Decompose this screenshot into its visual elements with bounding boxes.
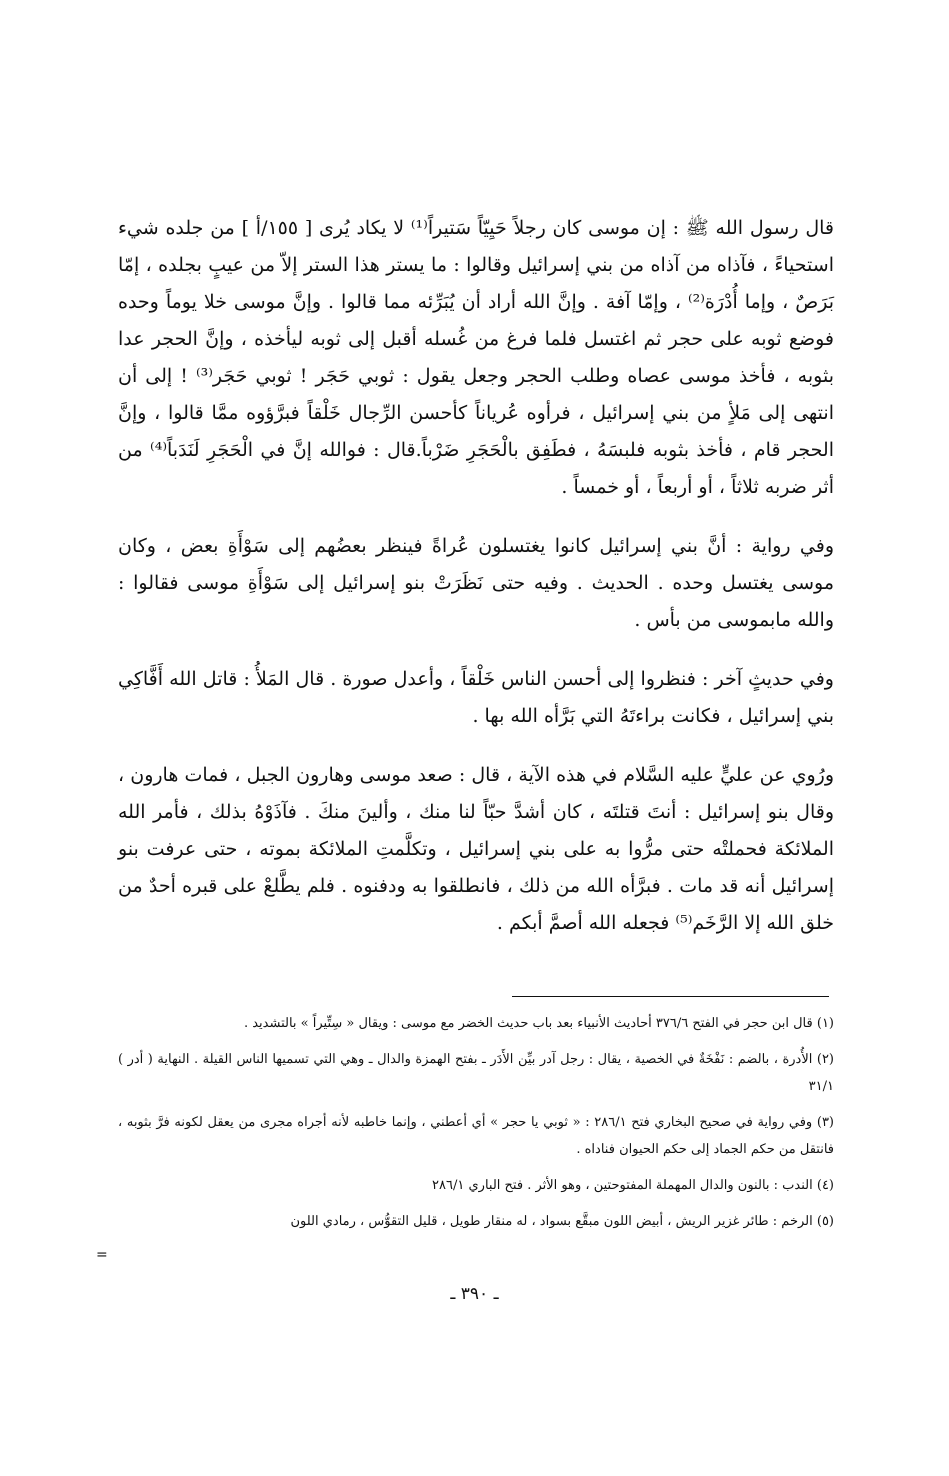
footnote-3: (٣) وفي رواية في صحيح البخاري فتح ٢٨٦/١ : « ثوبي يا حجر » أي أعطني ، وإنما خاطبه لأنه أجراه مجرى من يعقل لكونه فرَّ بثوبه ، فانتقل من حكم الجماد إلى حكم الحيوان فناداه . bbox=[118, 1115, 834, 1157]
paragraph-3: وفي حديثٍ آخر : فنظروا إلى أحسن الناس خَلْقاً ، وأعدل صورة . قال المَلأُ : قاتل الله أَفَّاكِي بني إسرائيل ، فكانت براءتَهُ التي بَرَّأه الله بها . bbox=[118, 668, 834, 727]
footnote-1: (١) قال ابن حجر في الفتح ٣٧٦/٦ أحاديث الأنبياء بعد باب حديث الخضر مع موسى : ويقال « سِتِّيراً » بالتشديد . bbox=[243, 1016, 834, 1031]
footnote-separator bbox=[512, 996, 829, 997]
footnotes bbox=[118, 1010, 834, 1244]
paragraph-1: قال رسول الله ﷺ : إن موسى كان رجلاً حَيِيّاً سَتيراً⁽¹⁾ لا يكاد يُرى [ ١٥٥/أ ] من جلده شيء استحياءً ، فآذاه من آذاه من بني إسرائيل وقالوا : ما يستر هذا الستر إلاّ من عيبٍ بجلده ، إمّا بَرَصٌ ، وإما أُدْرَة⁽²⁾ ، وإمّا آفة . وإنَّ الله أراد أن يُبَرِّئه مما قالوا . وإنَّ موسى خلا يوماً وحده فوضع ثوبه على حجر ثم اغتسل فلما فرغ من غُسله أقبل إلى ثوبه ليأخذه ، وإنَّ الحجر عدا بثوبه ، فأخذ موسى عصاه وطلب الحجر وجعل يقول : ثوبي حَجَر ! ثوبي حَجَر⁽³⁾ ! إلى أن انتهى إلى مَلأٍ من بني إسرائيل ، فرأوه عُرياناً كأحسن الرِّجال خَلْقاً فبرَّؤوه ممَّا قالوا ، وإنَّ الحجر قام ، فأخذ بثوبه فلبسَهُ ، فطَفِق بالْحَجَرِ ضَرْباً.قال : فوالله إنَّ في الْحَجَرِ لَنَدَباً⁽⁴⁾ من أثر ضربه ثلاثاً ، أو أربعاً ، أو خمساً . bbox=[118, 217, 835, 498]
paragraph-2: وفي رواية : أنَّ بني إسرائيل كانوا يغتسلون عُراةً فينظر بعضُهم إلى سَوْأَةِ بعض ، وكان موسى يغتسل وحده . الحديث . وفيه حتى نَظَرَتْ بنو إسرائيل إلى سَوْأَةِ موسى فقالوا : والله مابموسى من بأس . bbox=[118, 535, 834, 631]
main-text bbox=[118, 210, 834, 942]
paragraph-4: ورُوي عن عليٍّ عليه السَّلام في هذه الآية ، قال : صعد موسى وهارون الجبل ، فمات هارون ، وقال بنو إسرائيل : أنتَ قتلتَه ، كان أشدَّ حبّاً لنا منك ، وألينَ منكَ . فآذَوْهُ بذلك ، فأمر الله الملائكة فحملتْه حتى مرُّوا به على بني إسرائيل ، وتكلَّمتِ الملائكة بموته ، حتى عرفت بنو إسرائيل أنه قد مات . فبرَّأه الله من ذلك ، فانطلقوا به ودفنوه . فلم يطَّلعْ على قبره أحدٌ من خلق الله إلا الرَّخَم⁽⁵⁾ فجعله الله أصمَّ أبكم . bbox=[118, 764, 834, 934]
footnote-5: (٥) الرخم : طائر غزير الريش ، أبيض اللون مبقَّع بسواد ، له منقار طويل ، قليل التقوُّس ، رمادي اللون bbox=[290, 1214, 834, 1229]
page-number: ـ ٣٩٠ ـ bbox=[450, 1284, 499, 1304]
footnote-4: (٤) الندب : بالنون والدال المهملة المفتوحتين ، وهو الأثر . فتح الباري ٢٨٦/١ bbox=[432, 1178, 834, 1193]
footnote-continuation-mark: = bbox=[96, 1247, 108, 1263]
footnote-2: (٢) الأُدرة ، بالضم : نَفْخَةٌ في الخصية ، يقال : رجل آدر بيِّن الأَدَر ـ بفتح الهمزة والدال ـ وهي التي تسميها الناس القيلة . النهاية ( أدر ) ٣١/١ bbox=[118, 1052, 834, 1094]
